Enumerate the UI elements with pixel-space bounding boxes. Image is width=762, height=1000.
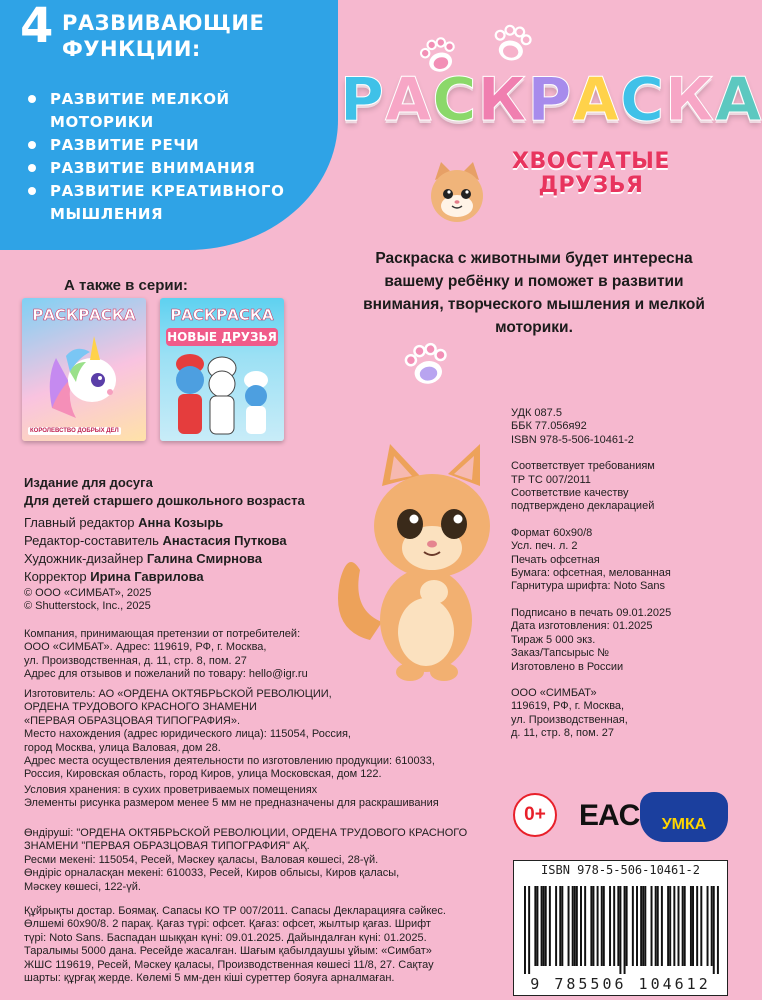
feature-item: РАЗВИТИЕ ВНИМАНИЯ [28,157,284,180]
barcode-bar [603,886,605,966]
barcode-bar [642,886,644,966]
barcode-bar [692,886,694,966]
kitten-illustration [330,440,510,690]
barcode-bar [711,886,713,966]
bullet-icon [28,164,36,172]
specs-block: УДК 087.5 ББК 77.056я92 ISBN 978-5-506-10461-2 Соответствует требованиям ТР ТС 007/2011 Соответствие качеству подтверждено декларацией Формат 60х90/8 Усл. печ. л. 2 Печать офсетная Бумага: офсетная, мелованная Гарнитура шрифта: Noto Sans Подписано в печать 09.01.2025 Дата изготовления: 01.2025 Тираж 5 000 экз. Заказ/Тапсырыс № Изготовлено в России ООО «СИМБАТ» 119619, РФ, г. Москва, ул. Производственная, д. 11, стр. 8, пом. 27 [511,407,672,740]
title-letter: Р [527,65,573,135]
book-description: Раскраска с животными будет интересна вашему ребёнку и поможет в развитии внимания, творческого мышления и мелкой моторики. [363,250,705,336]
title-letter: А [715,65,762,135]
features-list [28,88,284,226]
barcode-bar [545,886,547,966]
barcode-bar [572,886,574,966]
barcode-bar [700,886,702,966]
barcode-bar [696,886,698,966]
title-letter: К [664,65,716,135]
barcode-bar [590,886,592,966]
barcode-bar [655,886,657,966]
barcode-bar [543,886,545,966]
barcode-bar [576,886,578,966]
title-letter: А [384,65,433,135]
barcode-bar [524,886,526,974]
series-book-cover: РАСКРАСКА КОРОЛЕВСТВО ДОБРЫХ ДЕЛ [22,298,146,441]
manufacturer-block: Изготовитель: АО «ОРДЕНА ОКТЯБРЬСКОЙ РЕВОЛЮЦИИ, ОРДЕНА ТРУДОВОГО КРАСНОГО ЗНАМЕНИ «ПЕРВАЯ ОБРАЗЦОВАЯ ТИПОГРАФИЯ». Место нахождения (адрес юридического лица): 115054, Россия, город Москва, улица Валовая, дом 28. Адрес места осуществления деятельности по изготовлению продукции: 610033, Россия, Кировская область, город Киров, улица Московская, дом 122. [24,688,435,781]
barcode-bars [524,886,719,974]
bullet-icon [28,95,36,103]
barcode-bar [617,886,619,966]
series-label: А также в серии: [64,277,188,294]
feature-item: РАЗВИТИЕ РЕЧИ [28,134,284,157]
feature-item: РАЗВИТИЕ МЕЛКОЙ МОТОРИКИ [28,88,284,134]
kazakh-product-block: Құйрықты достар. Боямақ. Сапасы КО ТР 007/2011. Сапасы Декларацияға сәйкес. Өлшемі 60х90/8. 2 парақ. Қағаз түрі: офсет. Қағаз: офсет, жылтыр қағаз. Шрифт түрі: Noto Sans. Баспадан шыққан күні: 09.01.2025. Дайындалған күні: 01.2025. Таралымы 5000 дана. Ресейде жасалған. Шағым қабылдаушы ұйым: «Симбат» ЖШС 119619, Ресей, Мәскеу қаласы, Производственная көшесі 11/8, 27. Сақтау шарты: құрғақ жерде. Көлемі 5 мм-ден кіші суреттер бояуға арналмаған. [24,905,446,985]
barcode-bar [707,886,709,966]
paw-icon [402,340,452,390]
barcode-bar [528,886,530,974]
age-rating-badge: 0+ [513,793,557,837]
barcode-bar [555,886,557,966]
barcode-bar [609,886,611,966]
barcode-bar [644,886,646,966]
barcode-bar [661,886,663,966]
barcode-bar [690,886,692,966]
brand-logo: УМКА [640,792,728,842]
unicorn-illustration [36,328,132,424]
barcode-bar [684,886,686,966]
paw-icon [490,22,534,66]
barcode-bar [640,886,642,966]
kazakh-maker-block: Өндіруші: "ОРДЕНА ОКТЯБРЬСКОЙ РЕВОЛЮЦИИ, ОРДЕНА ТРУДОВОГО КРАСНОГО ЗНАМЕНИ "ПЕРВАЯ ОБРАЗЦОВАЯ ТИПОГРАФИЯ" АҚ. Ресми мекені: 115054, Ресей, Мәскеу қаласы, Валовая көшесі, 28-үй. Өндіріс орналасқан мекені: 610033, Ресей, Киров облысы, Киров қаласы, Мәскеу көшесі, 122-үй. [24,827,468,893]
barcode-bar [678,886,680,966]
barcode-bar [632,886,634,966]
eac-mark: EAC [579,799,640,832]
barcode-bar [597,886,599,966]
bullet-icon [28,187,36,195]
barcode-bar [559,886,561,966]
barcode-bar [574,886,576,966]
features-panel [0,0,338,250]
barcode-number: 9 785506 104612 [530,975,711,993]
copyright-block: © ООО «СИМБАТ», 2025 © Shutterstock, Inc., 2025 [24,587,152,613]
storage-block: Условия хранения: в сухих проветриваемых помещениях Элементы рисунка размером менее 5 мм не предназначены для раскрашивания [24,784,439,810]
barcode-bar [592,886,594,966]
barcode-bar [651,886,653,966]
barcode-bar [580,886,582,966]
barcode-bar [717,886,719,974]
title-letter: К [477,65,528,135]
book-subtitle: ХВОСТАТЫЕ ДРУЗЬЯ [512,149,670,198]
bullet-icon [28,141,36,149]
barcode-bar [626,886,628,966]
barcode-bar [549,886,551,966]
features-heading: РАЗВИВАЮЩИЕ ФУНКЦИИ: [62,11,265,61]
title-letter: С [619,65,665,135]
barcode-bar [667,886,669,966]
isbn-label: ISBN 978-5-506-10461-2 [513,860,728,880]
barcode-bar [568,886,570,966]
title-letter: Р [340,65,385,135]
company-block: Компания, принимающая претензии от потребителей: ООО «СИМБАТ». Адрес: 119619, РФ, г. Москва, ул. Производственная, д. 11, стр. 8, пом. 27 Адрес для отзывов и пожеланий по товару: hello@igr.ru [24,628,308,681]
book-title [340,65,762,135]
title-letter: А [572,65,620,135]
barcode [513,880,728,996]
barcode-bar [713,886,715,974]
smurfs-illustration [168,350,276,438]
series-book-cover: РАСКРАСКА НОВЫЕ ДРУЗЬЯ [160,298,284,441]
features-count: 4 [20,0,54,54]
barcode-bar [584,886,586,966]
barcode-bar [669,886,671,966]
feature-item: РАЗВИТИЕ КРЕАТИВНОГО МЫШЛЕНИЯ [28,180,284,226]
cat-head-illustration [425,160,489,224]
barcode-bar [561,886,563,966]
barcode-bar [619,886,621,974]
title-letter: С [432,65,478,135]
barcode-bar [541,886,543,966]
barcode-bar [624,886,626,974]
barcode-bar [673,886,675,966]
barcode-bar [536,886,538,966]
barcode-bar [657,886,659,966]
barcode-bar [613,886,615,966]
barcode-bar [601,886,603,966]
imprint-block: Издание для досуга Для детей старшего дошкольного возраста Главный редактор Анна Козырь Редактор-составитель Анастасия Путкова Художник-дизайнер Галина Смирнова Корректор Ирина Гаврилова [24,475,305,584]
barcode-bar [636,886,638,966]
barcode-bar [534,886,536,966]
barcode-bar [682,886,684,966]
